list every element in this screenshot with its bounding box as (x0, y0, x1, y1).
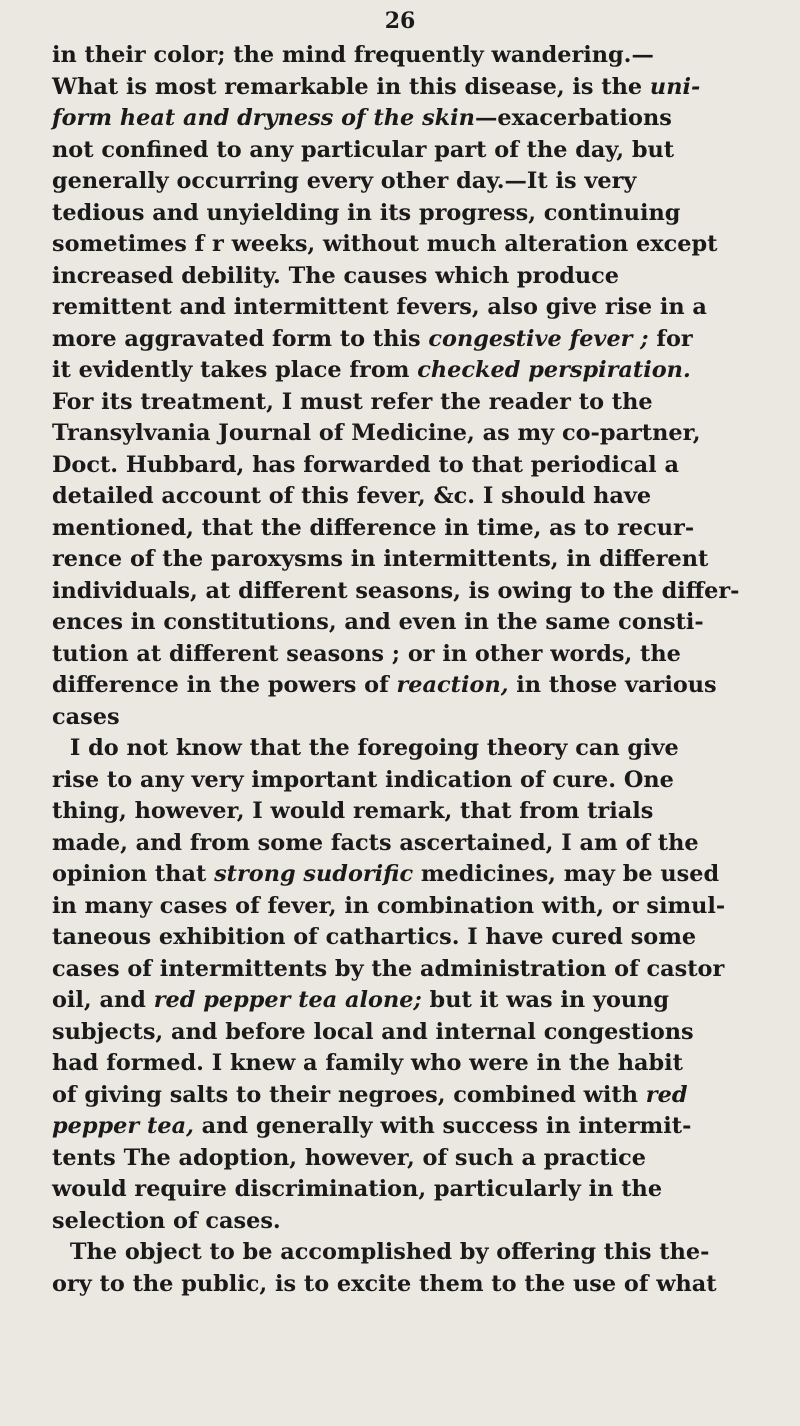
text-line (52, 891, 788, 923)
text-line (52, 513, 788, 545)
text-run: in those various (508, 672, 717, 698)
text-line (52, 72, 788, 104)
text-run: rence of the paroxysms in intermittents, in different (52, 546, 709, 572)
text-line (52, 544, 788, 576)
text-line (52, 796, 788, 828)
text-run: in their color; the mind frequently wandering.— (52, 42, 654, 68)
text-line (52, 450, 788, 482)
text-line (52, 166, 788, 198)
text-run: opinion that (52, 861, 215, 887)
italic-run: pepper tea, (52, 1113, 194, 1139)
text-line (52, 670, 788, 702)
text-run: remittent and intermittent fevers, also give rise in a (52, 294, 707, 320)
text-run: I do not know that the foregoing theory can give (69, 735, 679, 761)
text-line (52, 1174, 788, 1206)
text-run: would require discrimination, particularly in the (52, 1176, 663, 1202)
text-line (52, 355, 788, 387)
text-run: and generally with success in intermit- (193, 1113, 692, 1139)
text-line (52, 324, 788, 356)
text-line (52, 1143, 788, 1175)
text-line (52, 103, 788, 135)
text-line (52, 481, 788, 513)
italic-run: uni- (649, 73, 701, 100)
text-run: more aggravated form to this (52, 325, 429, 352)
text-run: subjects, and before local and internal congestions (52, 1018, 694, 1045)
text-run: in many cases of fever, in combination with, or simul- (52, 892, 726, 919)
text-run: tents The adoption, however, of such a practice (52, 1144, 647, 1171)
text-line (52, 40, 788, 72)
text-run: For its treatment, I must refer the reader to the (52, 388, 653, 415)
text-run: oil, and (52, 987, 154, 1013)
text-line (52, 607, 788, 639)
text-run: cases of intermittents by the administration of castor (52, 955, 725, 982)
text-line (52, 985, 788, 1017)
italic-run: checked perspiration. (417, 357, 691, 383)
text-run: it evidently takes place from (52, 357, 418, 383)
text-run: rise to any very important indication of cure. One (52, 766, 674, 793)
text-run: made, and from some facts ascertained, I am of the (52, 829, 699, 856)
text-run: generally occurring every other day.—It is very (52, 168, 637, 194)
text-line (52, 859, 788, 891)
text-line (52, 1111, 788, 1143)
text-run: for (648, 325, 693, 352)
text-run: difference in the powers of (52, 672, 397, 698)
italic-run: reaction, (396, 672, 509, 698)
text-run: taneous exhibition of cathartics. I have cured some (52, 924, 697, 950)
text-line (52, 387, 788, 419)
text-run: increased debility. The causes which produce (52, 262, 620, 289)
page-number: 26 (384, 8, 416, 34)
text-run: cases (52, 703, 120, 730)
italic-run: red (645, 1081, 688, 1108)
text-line (52, 765, 788, 797)
text-run: Doct. Hubbard, has forwarded to that periodical a (52, 451, 679, 478)
text-run: medicines, may be used (413, 861, 720, 887)
body-text (52, 40, 792, 1300)
text-line (52, 1017, 788, 1049)
text-line (52, 639, 788, 671)
italic-run: strong sudorific (214, 861, 414, 887)
text-line (52, 954, 788, 986)
text-line (52, 229, 788, 261)
text-line (52, 576, 788, 608)
text-run: but it was in young (421, 987, 670, 1013)
text-line (52, 702, 788, 734)
text-run: individuals, at different seasons, is owing to the differ- (52, 577, 740, 604)
text-run: selection of cases. (52, 1207, 281, 1234)
text-line (52, 828, 788, 860)
text-line (52, 1269, 788, 1301)
text-line (52, 292, 788, 324)
text-run: had formed. I knew a family who were in the habit (52, 1050, 683, 1076)
text-run: of giving salts to their negroes, combined with (52, 1081, 646, 1108)
text-line (52, 1206, 788, 1238)
text-line (52, 418, 788, 450)
text-line (52, 1048, 788, 1080)
text-run: What is most remarkable in this disease, is the (52, 73, 650, 100)
text-line (52, 922, 788, 954)
text-run: mentioned, that the difference in time, as to recur- (52, 514, 695, 541)
text-line (52, 261, 788, 293)
text-line (52, 1237, 788, 1269)
text-run: thing, however, I would remark, that from trials (52, 798, 654, 824)
italic-run: congestive fever ; (428, 325, 649, 352)
text-run: Transylvania Journal of Medicine, as my co-partner, (52, 420, 701, 446)
italic-run: form heat and dryness of the skin (52, 105, 475, 131)
text-run: detailed account of this fever, &c. I should have (52, 483, 652, 509)
text-line (52, 1080, 788, 1112)
text-line (52, 733, 788, 765)
italic-run: red pepper tea alone; (153, 987, 422, 1013)
text-line (52, 198, 788, 230)
text-line (52, 135, 788, 167)
text-run: not confined to any particular part of the day, but (52, 136, 675, 163)
text-run: tution at different seasons ; or in other words, the (52, 640, 681, 667)
text-run: tedious and unyielding in its progress, continuing (52, 199, 681, 226)
text-run: ences in constitutions, and even in the same consti- (52, 609, 704, 635)
text-run: The object to be accomplished by offering this the- (69, 1239, 710, 1265)
text-run: —exacerbations (474, 105, 672, 131)
text-run: sometimes f r weeks, without much alteration except (52, 231, 718, 257)
text-run: ory to the public, is to excite them to the use of what (52, 1270, 717, 1297)
